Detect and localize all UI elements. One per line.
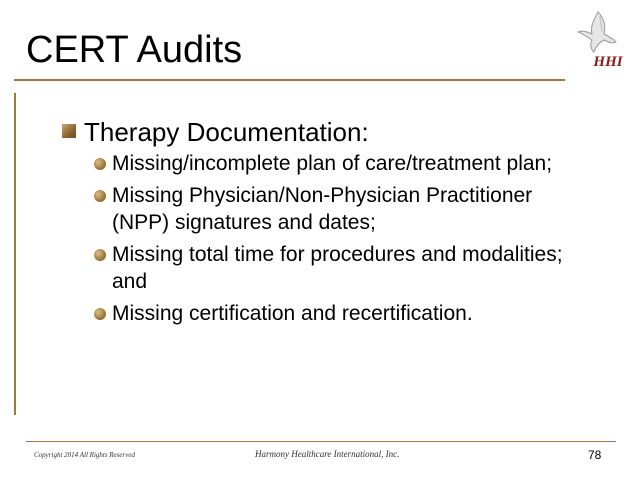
sub-bullet-text: Missing Physician/Non-Physician Practitioner (NPP) signatures and dates;	[112, 184, 533, 234]
round-bullet-icon	[94, 249, 106, 261]
sub-bullet-item	[94, 241, 594, 295]
footer-copyright: Copyright 2014 All Rights Reserved	[34, 451, 135, 459]
title-divider	[14, 79, 565, 81]
sub-bullet-text: Missing total time for procedures and modalities; and	[112, 243, 563, 293]
square-bullet-icon	[62, 124, 76, 138]
dove-icon	[578, 12, 616, 52]
sub-bullet-text: Missing/incomplete plan of care/treatment plan;	[112, 152, 553, 175]
round-bullet-icon	[94, 190, 106, 202]
footer-divider	[26, 441, 616, 442]
sub-bullet-list	[94, 150, 594, 332]
sub-bullet-text: Missing certification and recertification.	[112, 302, 473, 325]
round-bullet-icon	[94, 158, 106, 170]
footer-company: Harmony Healthcare International, Inc.	[255, 449, 400, 459]
slide-title: CERT Audits	[26, 29, 243, 71]
page-number: 78	[588, 448, 602, 462]
round-bullet-icon	[94, 308, 106, 320]
hhi-logo	[570, 6, 632, 74]
main-bullet-text: Therapy Documentation:	[84, 117, 369, 147]
sub-bullet-item	[94, 150, 594, 177]
sub-bullet-item	[94, 300, 594, 327]
sub-bullet-item	[94, 182, 594, 236]
logo-text: HHI	[593, 54, 623, 70]
left-divider	[14, 93, 16, 415]
